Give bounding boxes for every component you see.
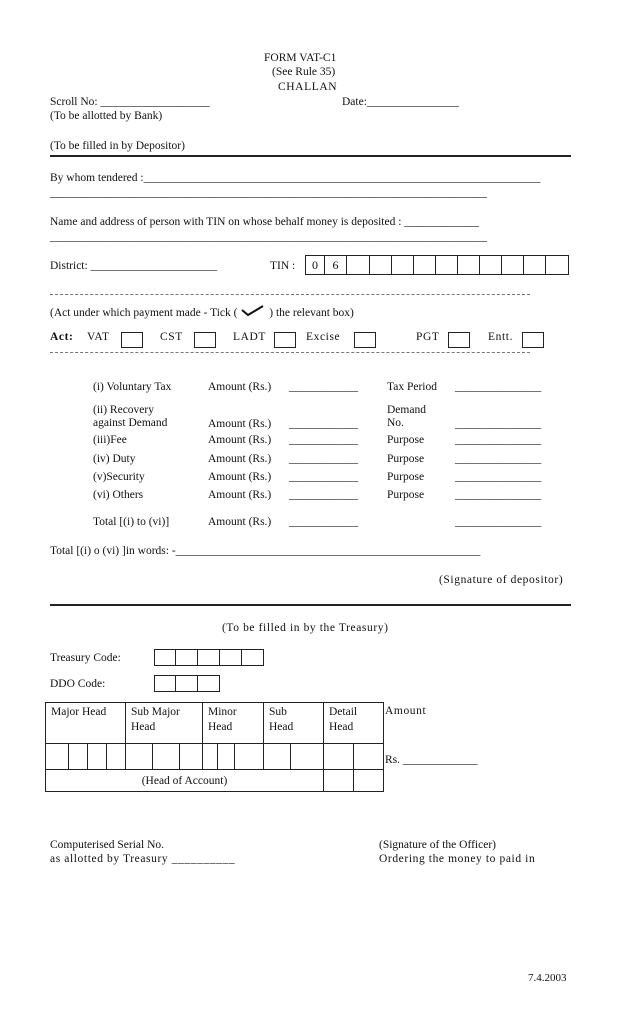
form-title: FORM VAT-C1 <box>264 52 337 64</box>
tin-boxes <box>305 255 569 275</box>
amount-label: Amount <box>385 705 427 717</box>
scroll-note: (To be allotted by Bank) <box>50 110 163 122</box>
district-field[interactable]: District: ______________________ <box>50 260 218 272</box>
rs-amount-field[interactable]: Rs. _____________ <box>385 754 478 766</box>
total-in-words-field[interactable]: Total [(i) o (vi) ]in words: -_____________________________________________________ <box>50 545 481 557</box>
head-of-account-text: (Head of Account) <box>141 774 228 787</box>
head-digit-cell[interactable] <box>264 744 291 770</box>
payment-right-field[interactable]: _______________ <box>455 471 542 483</box>
form-date: 7.4.2003 <box>528 972 567 984</box>
ddo-code-label: DDO Code: <box>50 678 106 690</box>
section-divider <box>50 604 571 606</box>
payment-right-field[interactable]: _______________ <box>455 434 542 446</box>
head-digit-cell[interactable] <box>235 744 264 770</box>
payment-amount-label: Amount (Rs.) <box>208 453 272 465</box>
payment-amount-field[interactable]: ____________ <box>289 489 358 501</box>
challan-heading: CHALLAN <box>278 81 338 93</box>
tin-digit-box[interactable] <box>546 255 569 275</box>
date-field[interactable]: Date:________________ <box>342 96 459 108</box>
total-right-field[interactable]: _______________ <box>455 516 542 528</box>
payment-amount-label: Amount (Rs.) <box>208 434 272 446</box>
payment-label: (vi) Others <box>93 489 144 501</box>
tendered-by-field[interactable]: By whom tendered :_____________________________________________________________________ <box>50 172 541 184</box>
act-option-cst: CST <box>160 331 183 343</box>
head-digit-cell[interactable] <box>88 744 107 770</box>
code-box[interactable] <box>176 675 198 692</box>
tin-digit-box[interactable]: 0 <box>305 255 325 275</box>
head-digit-cell[interactable] <box>69 744 88 770</box>
tin-digit-box[interactable] <box>370 255 392 275</box>
total-amount-field[interactable]: ____________ <box>289 516 358 528</box>
depositor-section-label: (To be filled in by Depositor) <box>50 140 185 152</box>
depositor-signature-label: (Signature of depositor) <box>439 574 564 586</box>
payment-amount-label: Amount (Rs.) <box>208 471 272 483</box>
pgt-checkbox[interactable] <box>448 332 470 348</box>
sub-head-header: Sub Head <box>269 706 294 733</box>
head-digit-cell[interactable] <box>203 744 218 770</box>
payment-right-label: Purpose <box>387 434 425 446</box>
payment-right-field[interactable]: _______________ <box>455 418 542 430</box>
tin-digit-box[interactable] <box>502 255 524 275</box>
tin-digit-box[interactable]: 6 <box>325 255 347 275</box>
payment-right-field[interactable]: _______________ <box>455 381 542 393</box>
entt-checkbox[interactable] <box>522 332 544 348</box>
payment-right-label: Purpose <box>387 489 425 501</box>
act-option-vat: VAT <box>87 331 110 343</box>
tin-digit-box[interactable] <box>414 255 436 275</box>
payment-amount-field[interactable]: ____________ <box>289 453 358 465</box>
payment-right-label: Tax Period <box>387 381 437 393</box>
cst-checkbox[interactable] <box>194 332 216 348</box>
payment-amount-field[interactable]: ____________ <box>289 418 358 430</box>
total-label: Total [(i) to (vi)] <box>93 516 170 528</box>
payment-right-label: Purpose <box>387 453 425 465</box>
act-option-excise: Excise <box>306 331 341 343</box>
tin-digit-box[interactable] <box>458 255 480 275</box>
payment-label: (iii)Fee <box>93 434 127 446</box>
payment-right-label: Purpose <box>387 471 425 483</box>
ladt-checkbox[interactable] <box>274 332 296 348</box>
act-label: Act: <box>50 331 74 343</box>
scroll-number-field[interactable]: Scroll No: ___________________ <box>50 96 210 108</box>
payment-right-label: Demand <box>387 404 426 416</box>
treasury-section-label: (To be filled in by the Treasury) <box>222 622 389 634</box>
tendered-by-line2[interactable]: ____________________________________________________________________________ <box>50 187 487 199</box>
payment-amount-label: Amount (Rs.) <box>208 418 272 430</box>
head-digit-cell[interactable] <box>46 744 69 770</box>
tin-digit-box[interactable] <box>347 255 370 275</box>
head-digit-cell[interactable] <box>218 744 235 770</box>
code-box[interactable] <box>154 675 176 692</box>
tin-digit-box[interactable] <box>480 255 502 275</box>
serial-field[interactable]: as allotted by Treasury __________ <box>50 853 236 865</box>
rule-reference: (See Rule 35) <box>272 66 336 78</box>
ddo-code-boxes[interactable] <box>154 675 220 692</box>
act-note-prefix: (Act under which payment made - Tick ( <box>50 307 238 319</box>
payment-right-field[interactable]: _______________ <box>455 489 542 501</box>
act-option-entt: Entt. <box>488 331 514 343</box>
head-digit-cell[interactable] <box>354 744 384 770</box>
payment-label: (i) Voluntary Tax <box>93 381 172 393</box>
payment-right-label-line2: No. <box>387 417 404 429</box>
treasury-code-label: Treasury Code: <box>50 652 121 664</box>
head-digit-cell[interactable] <box>180 744 203 770</box>
section-divider <box>50 155 571 157</box>
payment-amount-field[interactable]: ____________ <box>289 381 358 393</box>
payment-amount-field[interactable]: ____________ <box>289 471 358 483</box>
tin-person-field[interactable]: Name and address of person with TIN on whose behalf money is deposited : _____________ <box>50 216 480 228</box>
head-of-account-table <box>45 702 384 792</box>
head-digit-cell[interactable] <box>354 770 384 792</box>
head-digit-cell[interactable] <box>126 744 153 770</box>
tin-digit-box[interactable] <box>392 255 414 275</box>
act-option-pgt: PGT <box>416 331 440 343</box>
sub-major-head-header: Sub Major Head <box>131 706 180 733</box>
code-box[interactable] <box>154 649 176 666</box>
act-option-ladt: LADT <box>233 331 267 343</box>
payment-amount-label: Amount (Rs.) <box>208 381 272 393</box>
officer-order-label: Ordering the money to paid in <box>379 853 536 865</box>
tin-person-line2[interactable]: ____________________________________________________________________________ <box>50 231 487 243</box>
officer-signature-label: (Signature of the Officer) <box>379 839 496 851</box>
head-digit-cell[interactable] <box>107 744 126 770</box>
head-digit-cell[interactable] <box>324 770 354 792</box>
major-head-header: Major Head <box>51 706 107 718</box>
act-note-suffix: ) the relevant box) <box>269 307 354 319</box>
payment-label: (ii) Recovery <box>93 404 154 416</box>
detail-head-header: Detail Head <box>329 706 358 733</box>
head-digit-cell[interactable] <box>153 744 180 770</box>
code-box[interactable] <box>198 649 220 666</box>
excise-checkbox[interactable] <box>354 332 376 348</box>
payment-right-field[interactable]: _______________ <box>455 453 542 465</box>
code-box[interactable] <box>198 675 220 692</box>
dashed-divider <box>50 352 530 353</box>
minor-head-header: Minor Head <box>208 706 237 733</box>
head-of-account-label <box>46 770 324 792</box>
head-digit-cell[interactable] <box>324 744 354 770</box>
act-note <box>50 304 354 319</box>
total-amount-label: Amount (Rs.) <box>208 516 272 528</box>
tin-digit-box[interactable] <box>436 255 458 275</box>
tick-icon <box>240 304 266 318</box>
vat-checkbox[interactable] <box>121 332 143 348</box>
treasury-code-boxes[interactable] <box>154 649 264 666</box>
tin-label: TIN : <box>270 260 296 272</box>
code-box[interactable] <box>220 649 242 666</box>
payment-label: (iv) Duty <box>93 453 136 465</box>
serial-label: Computerised Serial No. <box>50 839 165 851</box>
dashed-divider <box>50 294 530 295</box>
payment-amount-field[interactable]: ____________ <box>289 434 358 446</box>
code-box[interactable] <box>176 649 198 666</box>
payment-amount-label: Amount (Rs.) <box>208 489 272 501</box>
payment-label-line2: against Demand <box>93 417 168 429</box>
tin-digit-box[interactable] <box>524 255 546 275</box>
head-digit-cell[interactable] <box>291 744 324 770</box>
code-box[interactable] <box>242 649 264 666</box>
payment-label: (v)Security <box>93 471 145 483</box>
